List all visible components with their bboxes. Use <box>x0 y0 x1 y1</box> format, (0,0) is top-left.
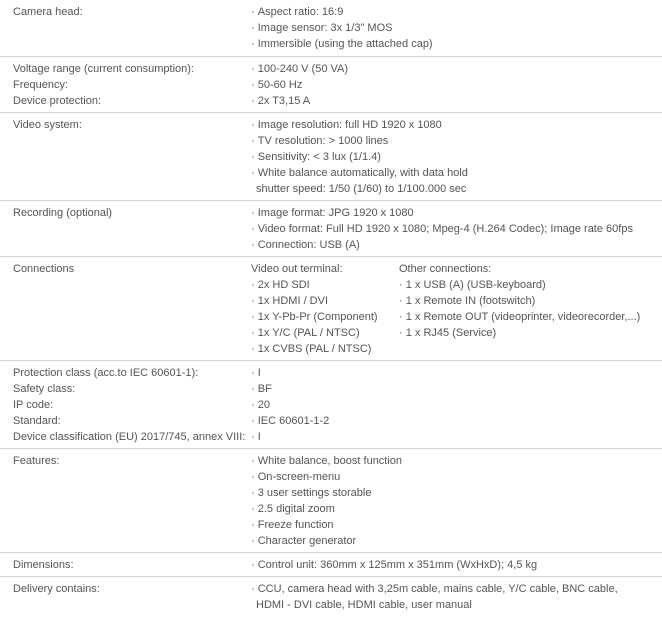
feature-item: · Character generator <box>251 533 356 549</box>
camera-head-label: Camera head: <box>13 6 83 18</box>
video-system-label: Video system: <box>13 119 82 131</box>
feature-item: · Freeze function <box>251 517 334 533</box>
eu-classification-value: · I <box>251 429 261 445</box>
section-dimensions <box>0 552 662 574</box>
voltage-value: · 100-240 V (50 VA) <box>251 61 348 77</box>
frequency-label: Frequency: <box>13 79 69 91</box>
section-camera-head <box>0 4 662 56</box>
video-system-value: · Sensitivity: < 3 lux (1/1.4) <box>251 149 381 165</box>
dimensions-value: · Control unit: 360mm x 125mm x 351mm (WxHxD); 4,5 kg <box>251 557 537 573</box>
video-out-item: · 1x HDMI / DVI <box>251 293 328 309</box>
camera-head-value: · Image sensor: 3x 1/3" MOS <box>251 20 392 36</box>
feature-item: · 3 user settings storable <box>251 485 371 501</box>
section-delivery <box>0 576 662 621</box>
feature-item: · On-screen-menu <box>251 469 340 485</box>
section-features <box>0 448 662 550</box>
ip-code-label: IP code: <box>13 399 54 411</box>
other-connections-heading: Other connections: <box>399 263 492 275</box>
protection-class-label: Protection class (acc.to IEC 60601-1): <box>13 367 199 379</box>
feature-item: · White balance, boost function <box>251 453 402 469</box>
recording-value: · Image format: JPG 1920 x 1080 <box>251 205 414 221</box>
feature-item: · 2.5 digital zoom <box>251 501 335 517</box>
section-video-system <box>0 112 662 198</box>
section-classification <box>0 360 662 446</box>
other-connection-item: · 1 x Remote IN (footswitch) <box>399 293 535 309</box>
section-power <box>0 56 662 110</box>
delivery-value: · CCU, camera head with 3,25m cable, mains cable, Y/C cable, BNC cable, <box>251 581 618 597</box>
other-connection-item: · 1 x USB (A) (USB-keyboard) <box>399 277 546 293</box>
video-system-value: · White balance automatically, with data hold <box>251 165 468 181</box>
other-connection-item: · 1 x Remote OUT (videoprinter, videorecorder,...) <box>399 309 640 325</box>
features-label: Features: <box>13 455 60 467</box>
video-out-item: · 1x CVBS (PAL / NTSC) <box>251 341 371 357</box>
section-recording <box>0 200 662 254</box>
delivery-continuation: HDMI - DVI cable, HDMI cable, user manual <box>256 599 472 611</box>
recording-value: · Connection: USB (A) <box>251 237 360 253</box>
standard-value: · IEC 60601-1-2 <box>251 413 329 429</box>
dimensions-label: Dimensions: <box>13 559 74 571</box>
ip-code-value: · 20 <box>251 397 270 413</box>
video-system-continuation: shutter speed: 1/50 (1/60) to 1/100.000 sec <box>256 183 467 195</box>
protection-class-value: · I <box>251 365 261 381</box>
delivery-label: Delivery contains: <box>13 583 100 595</box>
connections-label: Connections <box>13 263 75 275</box>
safety-class-label: Safety class: <box>13 383 76 395</box>
safety-class-value: · BF <box>251 381 272 397</box>
device-protection-value: · 2x T3,15 A <box>251 93 310 109</box>
camera-head-value: · Aspect ratio: 16:9 <box>251 4 343 20</box>
recording-value: · Video format: Full HD 1920 x 1080; Mpeg-4 (H.264 Codec); Image rate 60fps <box>251 221 633 237</box>
video-system-value: · TV resolution: > 1000 lines <box>251 133 388 149</box>
recording-label: Recording (optional) <box>13 207 113 219</box>
standard-label: Standard: <box>13 415 61 427</box>
frequency-value: · 50-60 Hz <box>251 77 302 93</box>
voltage-label: Voltage range (current consumption): <box>13 63 194 75</box>
video-out-heading: Video out terminal: <box>251 263 343 275</box>
section-connections <box>0 256 662 358</box>
other-connection-item: · 1 x RJ45 (Service) <box>399 325 496 341</box>
video-system-value: · Image resolution: full HD 1920 x 1080 <box>251 117 442 133</box>
eu-classification-label: Device classification (EU) 2017/745, annex VIII: <box>13 431 246 443</box>
video-out-item: · 1x Y/C (PAL / NTSC) <box>251 325 360 341</box>
video-out-item: · 1x Y-Pb-Pr (Component) <box>251 309 378 325</box>
video-out-item: · 2x HD SDI <box>251 277 310 293</box>
device-protection-label: Device protection: <box>13 95 102 107</box>
camera-head-value: · Immersible (using the attached cap) <box>251 36 433 52</box>
